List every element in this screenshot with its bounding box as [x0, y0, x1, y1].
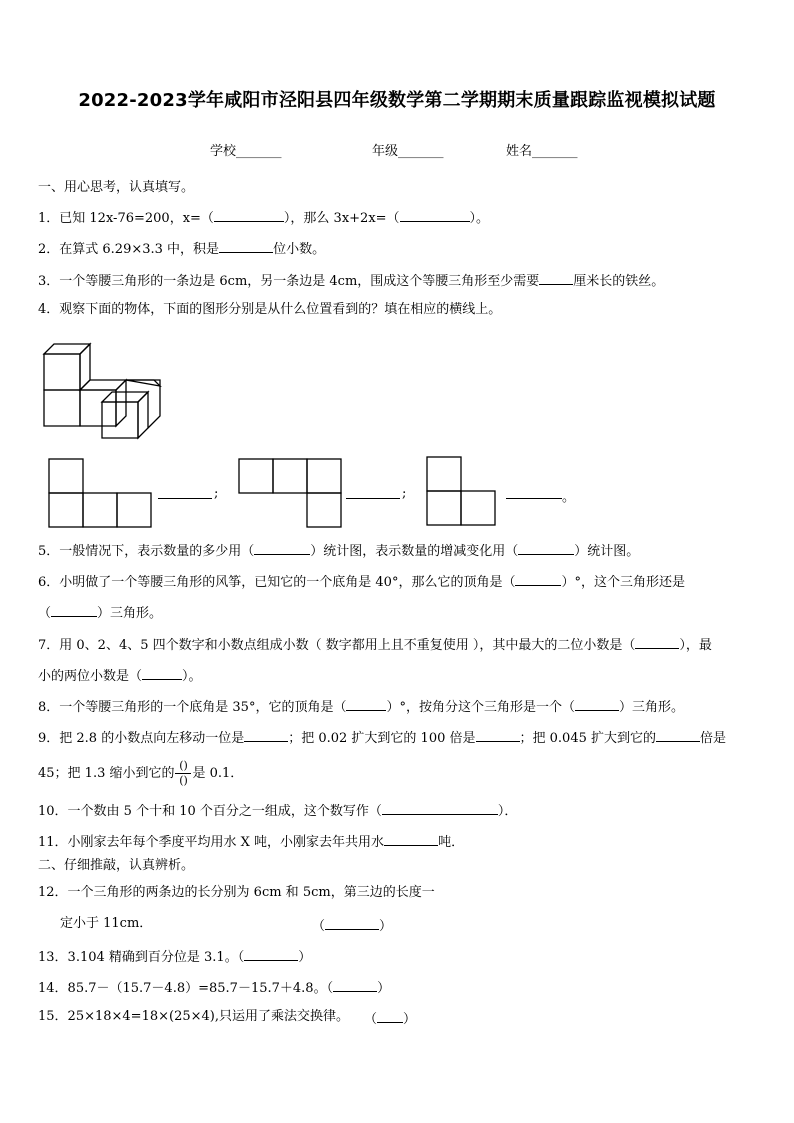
q2-text-b: 位小数。 [273, 242, 326, 257]
question-12-line-2 [60, 915, 152, 933]
q9-numerator: () [179, 759, 188, 772]
question-10 [38, 800, 517, 821]
q12-blank [325, 915, 379, 930]
q1-blank-1 [214, 207, 284, 222]
q14-text-a: 14．85.7－（15.7－4.8）=85.7－15.7＋4.8。（ [38, 981, 334, 996]
q4-sep-1: ; [214, 486, 219, 501]
q1-text-a: 1．已知 12x-76=200，x=（ [38, 211, 214, 226]
name-field: 姓名_______ [506, 144, 578, 159]
question-3 [38, 270, 664, 291]
q15-answer [364, 1008, 416, 1029]
question-12-line-1: 12．一个三角形的两条边的长分别为 6cm 和 5cm，第三边的长度一 [38, 885, 435, 900]
q8-text-b: ）°，按角分这个三角形是一个（ [386, 700, 575, 715]
question-7-line-1 [38, 634, 712, 655]
cube-stack-figure [40, 340, 164, 440]
q1-text-c: ）。 [469, 211, 490, 226]
q15-paren-open: （ [364, 1012, 378, 1027]
q6-blank-2 [51, 602, 97, 617]
q9-fraction [175, 760, 191, 787]
q9-blank-2 [476, 727, 520, 742]
question-9-line-2 [38, 760, 243, 787]
question-9-line-1 [38, 727, 726, 748]
q10-blank [382, 800, 498, 815]
q12-paren-open: （ [312, 919, 326, 934]
q13-text-b: ） [298, 950, 312, 965]
q7-text-c: 小的两位小数是（ [38, 669, 143, 684]
q9-text-f: 是 0.1． [192, 766, 244, 781]
q9-denominator: () [179, 774, 188, 787]
q9-blank-3 [656, 727, 700, 742]
q2-blank [219, 238, 273, 253]
question-5 [38, 540, 639, 561]
question-15 [38, 1008, 349, 1026]
q12-text-b: 定小于 11cm． [60, 916, 153, 931]
q9-text-b: ；把 0.02 扩大到它的 100 倍是 [288, 731, 476, 746]
grade-field: 年级_______ [372, 144, 444, 159]
q10-text-a: 10．一个数由 5 个十和 10 个百分之一组成，这个数写作（ [38, 804, 382, 819]
q9-text-c: ；把 0.045 扩大到它的 [519, 731, 656, 746]
q12-answer [312, 915, 392, 936]
question-6-line-2 [38, 602, 162, 623]
question-8 [38, 696, 684, 717]
question-4: 4．观察下面的物体，下面的图形分别是从什么位置看到的？填在相应的横线上。 [38, 302, 502, 317]
q6-text-d: ）三角形。 [97, 606, 163, 621]
q9-blank-1 [244, 727, 288, 742]
q11-blank [384, 831, 438, 846]
q8-blank-1 [346, 696, 386, 711]
q15-paren-close: ） [403, 1012, 417, 1027]
q2-text-a: 2．在算式 6.29×3.3 中，积是 [38, 242, 220, 257]
q14-text-b: ） [377, 981, 391, 996]
view-figure-3 [426, 456, 496, 526]
q6-blank-1 [515, 571, 561, 586]
q5-blank-1 [254, 540, 310, 555]
q7-blank-2 [142, 665, 182, 680]
q11-text-a: 11．小刚家去年每个季度平均用水 X 吨，小刚家去年共用水 [38, 835, 385, 850]
q9-text-e: 45；把 1.3 缩小到它的 [38, 766, 175, 781]
q5-text-c: ）统计图。 [574, 544, 640, 559]
q8-blank-2 [575, 696, 619, 711]
question-1 [38, 207, 489, 228]
section-1-heading: 一、用心思考，认真填写。 [38, 180, 195, 195]
q6-text-b: ）°，这个三角形还是 [561, 575, 685, 590]
q14-blank [333, 977, 377, 992]
section-2-heading: 二、仔细推敲，认真辨析。 [38, 858, 195, 873]
q6-text-c: （ [38, 606, 52, 621]
question-14 [38, 977, 390, 998]
q3-text-a: 3．一个等腰三角形的一条边是 6cm，另一条边是 4cm，围成这个等腰三角形至少需要 [38, 274, 540, 289]
q13-text-a: 13．3.104 精确到百分位是 3.1。（ [38, 950, 245, 965]
q5-blank-2 [518, 540, 574, 555]
q4-sep-3: 。 [562, 490, 576, 505]
q4-blank-2 [346, 498, 400, 499]
q6-text-a: 6．小明做了一个等腰三角形的风筝，已知它的一个底角是 40°，那么它的顶角是（ [38, 575, 516, 590]
view-figure-1 [48, 458, 152, 528]
q13-blank [244, 946, 298, 961]
q7-blank-1 [635, 634, 679, 649]
q5-text-b: ）统计图，表示数量的增减变化用（ [310, 544, 519, 559]
q1-blank-2 [400, 207, 470, 222]
q9-text-a: 9．把 2.8 的小数点向左移动一位是 [38, 731, 245, 746]
q4-blank-3 [506, 498, 562, 499]
q9-text-d: 倍是 [700, 731, 727, 746]
page-title: 2022-2023学年咸阳市泾阳县四年级数学第二学期期末质量跟踪监视模拟试题 [78, 90, 716, 111]
q12-paren-close: ） [379, 919, 393, 934]
question-7-line-2 [38, 665, 202, 686]
q8-text-a: 8．一个等腰三角形的一个底角是 35°，它的顶角是（ [38, 700, 347, 715]
q8-text-c: ）三角形。 [618, 700, 684, 715]
view-figure-2 [238, 458, 342, 528]
q15-text-a: 15．25×18×4=18×(25×4),只运用了乘法交换律。 [38, 1009, 349, 1024]
q4-blank-1 [158, 498, 212, 499]
q10-text-b: ）． [497, 804, 518, 819]
q3-blank [539, 270, 573, 285]
question-2 [38, 238, 325, 259]
school-field: 学校_______ [210, 144, 282, 159]
q7-text-a: 7．用 0、2、4、5 四个数字和小数点组成小数（ 数字都用上且不重复使用 ），其中最大的二位小数是（ [38, 638, 636, 653]
q7-text-b: ），最 [679, 638, 712, 653]
q5-text-a: 5．一般情况下，表示数量的多少用（ [38, 544, 255, 559]
q7-text-d: ）。 [182, 669, 202, 684]
question-13 [38, 946, 311, 967]
q1-text-b: ），那么 3x+2x=（ [283, 211, 400, 226]
q4-sep-2: ; [402, 486, 407, 501]
q3-text-b: 厘米长的铁丝。 [573, 274, 665, 289]
q11-text-b: 吨． [438, 835, 465, 850]
question-11 [38, 831, 464, 852]
q15-blank [377, 1008, 403, 1023]
question-6-line-1 [38, 571, 685, 592]
